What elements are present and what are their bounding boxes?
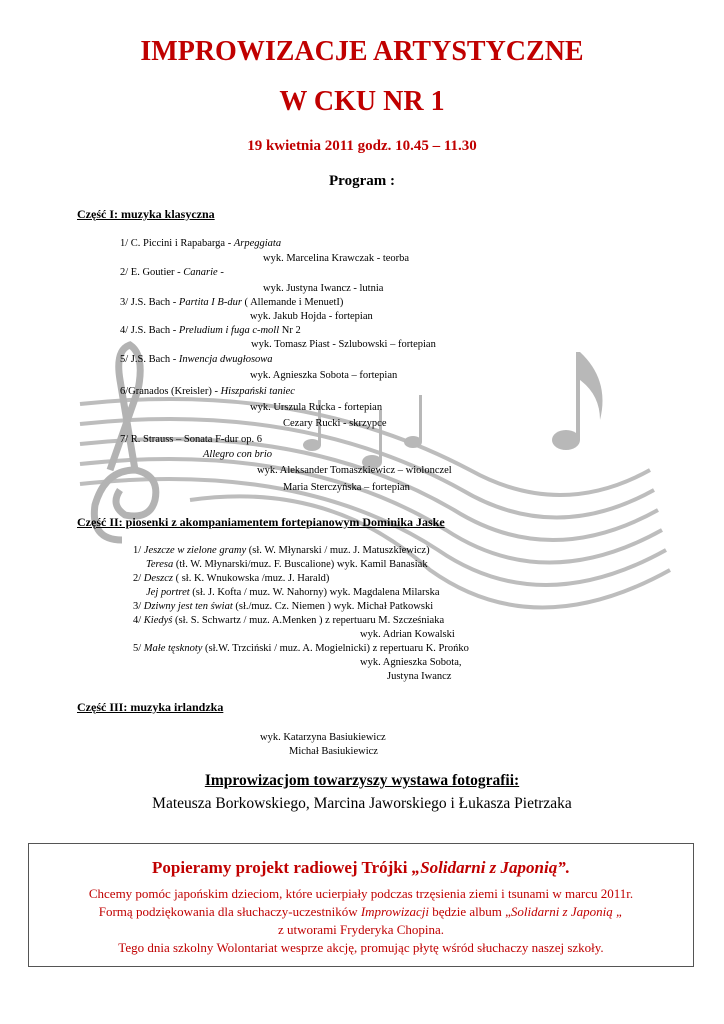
program-item: Michał Basiukiewicz: [289, 746, 378, 757]
program-item: 3/ Dziwny jest ten świat (sł./muz. Cz. Niemen ) wyk. Michał Patkowski: [133, 601, 434, 612]
program-item: wyk. Tomasz Piast - Szlubowski – fortepian: [251, 339, 436, 350]
charity-line-3: z utworami Fryderyka Chopina.: [277, 922, 445, 937]
program-item: Jej portret (sł. J. Kofta / muz. W. Nahorny) wyk. Magdalena Milarska: [146, 587, 440, 598]
program-item: wyk. Agnieszka Sobota,: [360, 657, 462, 668]
program-item: wyk. Aleksander Tomaszkiewicz – wiolonczel: [257, 465, 452, 476]
program-item: 7/ R. Strauss – Sonata F-dur op. 6: [120, 434, 263, 445]
section-2-heading: Część II: piosenki z akompaniamentem fortepianowym Dominika Jaske: [77, 515, 445, 529]
program-item: wyk. Katarzyna Basiukiewicz: [260, 732, 386, 743]
program-item: wyk. Justyna Iwancz - lutnia: [263, 283, 384, 294]
title-line-2: W CKU NR 1: [279, 86, 445, 117]
title-line-1: IMPROWIZACJE ARTYSTYCZNE: [140, 36, 584, 67]
program-item: 4/ Kiedyś (sł. S. Schwartz / muz. A.Menken ) z repertuaru M. Szcześniaka: [133, 615, 445, 626]
program-item: Maria Sterczyńska – fortepian: [283, 482, 410, 493]
program-item: Justyna Iwancz: [387, 671, 452, 682]
program-item: wyk. Urszula Rucka - fortepian: [250, 402, 383, 413]
program-item: 2/ Deszcz ( sł. K. Wnukowska /muz. J. Harald): [133, 573, 330, 584]
program-item: wyk. Adrian Kowalski: [360, 629, 455, 640]
program-item: 4/ J.S. Bach - Preludium i fuga c-moll Nr 2: [120, 325, 301, 336]
charity-box: [28, 843, 694, 967]
program-label: Program :: [329, 173, 395, 189]
charity-heading: Popieramy projekt radiowej Trójki „Solidarni z Japonią”.: [152, 858, 570, 877]
program-item: wyk. Jakub Hojda - fortepian: [250, 311, 373, 322]
program-item: 3/ J.S. Bach - Partita I B-dur ( Allemande i MenuetI): [120, 297, 344, 308]
charity-line-4: Tego dnia szkolny Wolontariat wesprze akcję, promując płytę wśród słuchaczy naszej szkoły.: [118, 940, 604, 955]
program-item: 2/ E. Goutier - Canarie -: [120, 267, 224, 278]
program-item: 6/Granados (Kreisler) - Hiszpański taniec: [120, 386, 295, 397]
exhibition-heading: Improwizacjom towarzyszy wystawa fotografii:: [204, 772, 520, 789]
program-item: wyk. Marcelina Krawczak - teorba: [263, 253, 410, 264]
charity-line-1: Chcemy pomóc japońskim dzieciom, które ucierpiały podczas trzęsienia ziemi i tsunami w marcu 2011r.: [88, 886, 634, 901]
program-item: 5/ Małe tęsknoty (sł.W. Trzciński / muz. A. Mogielnicki) z repertuaru K. Prońko: [133, 643, 469, 654]
program-item: 5/ J.S. Bach - Inwencja dwugłosowa: [120, 354, 273, 365]
program-item: Cezary Rucki - skrzypce: [283, 418, 387, 429]
music-note-icon: [552, 430, 580, 450]
program-item: Allegro con brio: [203, 449, 273, 460]
program-item: wyk. Agnieszka Sobota – fortepian: [250, 370, 398, 381]
program-item: 1/ C. Piccini i Rapabarga - Arpeggiata: [120, 238, 282, 249]
section-3-heading: Część III: muzyka irlandzka: [77, 700, 224, 714]
section-1-heading: Część I: muzyka klasyczna: [77, 207, 215, 221]
event-date: 19 kwietnia 2011 godz. 10.45 – 11.30: [247, 138, 477, 154]
program-item: Teresa (tł. W. Młynarski/muz. F. Buscalione) wyk. Kamil Banasiak: [146, 559, 428, 570]
program-item: 1/ Jeszcze w zielone gramy (sł. W. Młynarski / muz. J. Matuszkiewicz): [133, 545, 430, 556]
charity-line-2: Formą podziękowania dla słuchaczy-uczestników Improwizacji będzie album „Solidarni z Japonią „: [98, 904, 624, 919]
exhibition-authors: Mateusza Borkowskiego, Marcina Jaworskiego i Łukasza Pietrzaka: [152, 795, 572, 812]
